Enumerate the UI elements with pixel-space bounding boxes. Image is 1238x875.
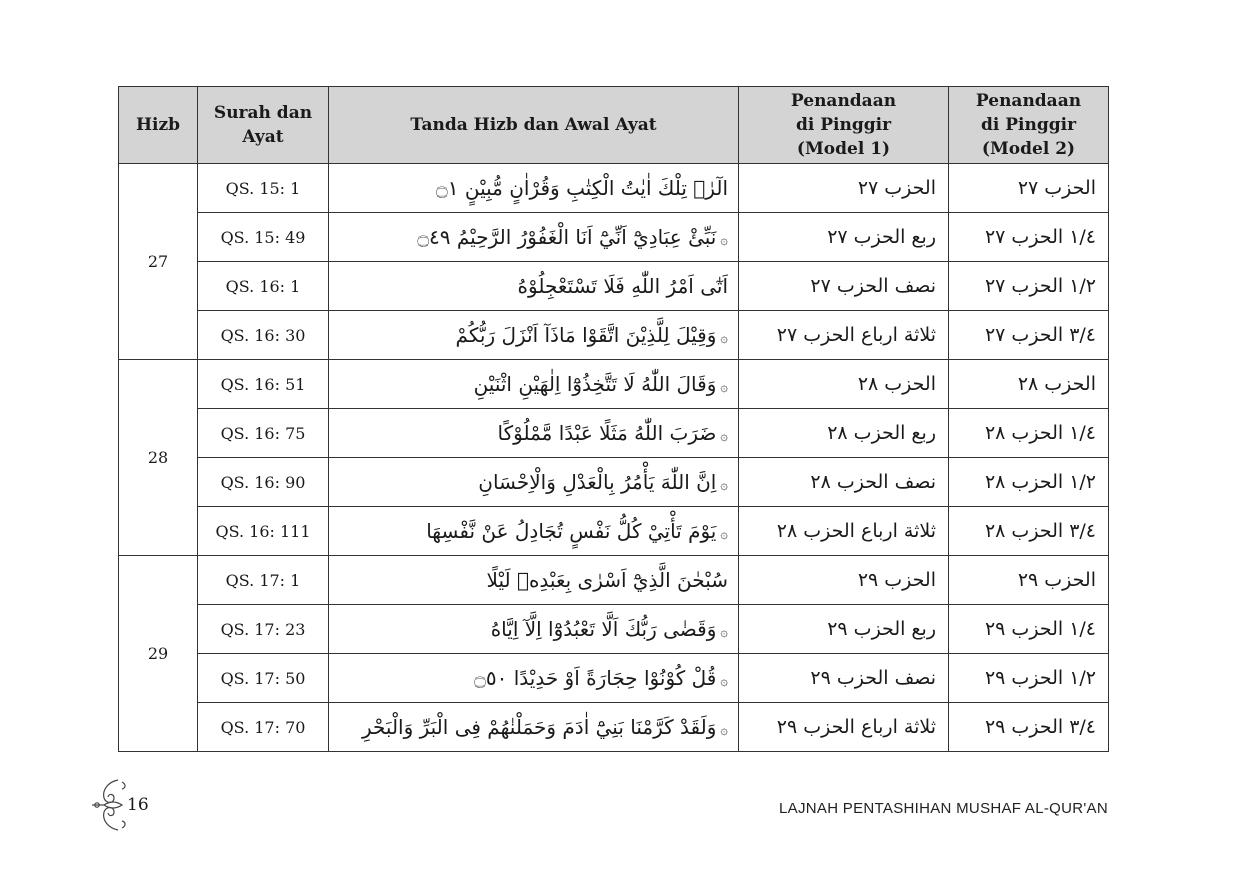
hizb-number: 27 (119, 164, 198, 360)
marker-model1: نصف الحزب ٢٩ (739, 654, 949, 703)
table-header (119, 87, 1109, 164)
header-model1-line: Penandaan (790, 91, 897, 111)
ayat-text: ضَرَبَ اللّٰهُ مَثَلًا عَبْدًا مَّمْلُوْكًا (497, 421, 717, 445)
hizb-table (118, 86, 1109, 752)
ayat-text: قُلْ كُوْنُوْا حِجَارَةً اَوْ حَدِيْدًا ۝٥٠ (474, 666, 717, 690)
header-tanda: Tanda Hizb dan Awal Ayat (329, 87, 739, 164)
marker-model2: ١/٢ الحزب ٢٩ (949, 654, 1109, 703)
surah-ayat-ref: QS. 16: 75 (198, 409, 329, 458)
surah-ayat-ref: QS. 16: 51 (198, 360, 329, 409)
ayat-text-cell (329, 262, 739, 311)
marker-model2: ١/٤ الحزب ٢٩ (949, 605, 1109, 654)
table-row (119, 360, 1109, 409)
header-model2-line: (Model 2) (981, 139, 1076, 159)
ayat-text: سُبْحٰنَ الَّذِيْٓ اَسْرٰى بِعَبْدِهٖ لَيْلًا (486, 568, 728, 592)
rub-el-hizb-icon: ۞ (720, 331, 728, 346)
ayat-text: نَبِّئْ عِبَادِيْٓ اَنِّيْٓ اَنَا الْغَفُوْرُ الرَّحِيْمُ ۝٤٩ (417, 225, 717, 249)
hizb-number: 28 (119, 360, 198, 556)
marker-model2: ١/٢ الحزب ٢٨ (949, 458, 1109, 507)
ayat-text-cell (329, 458, 739, 507)
table-row (119, 458, 1109, 507)
marker-model1: نصف الحزب ٢٧ (739, 262, 949, 311)
table-row (119, 654, 1109, 703)
ayat-text-cell (329, 654, 739, 703)
marker-model2: ٣/٤ الحزب ٢٨ (949, 507, 1109, 556)
ayat-text: وَقَالَ اللّٰهُ لَا تَتَّخِذُوْٓا اِلٰهَيْنِ اثْنَيْنِ (473, 372, 717, 396)
marker-model1: ربع الحزب ٢٨ (739, 409, 949, 458)
marker-model1: ربع الحزب ٢٩ (739, 605, 949, 654)
marker-model1: نصف الحزب ٢٨ (739, 458, 949, 507)
marker-model2: ٣/٤ الحزب ٢٧ (949, 311, 1109, 360)
table-row (119, 164, 1109, 213)
header-surah-line: Surah dan (213, 103, 313, 123)
header-model1 (739, 87, 949, 164)
header-surah (198, 87, 329, 164)
header-model2 (949, 87, 1109, 164)
ayat-text-cell (329, 605, 739, 654)
ayat-text: وَقَضٰى رَبُّكَ اَلَّا تَعْبُدُوْٓا اِلَّآ اِيَّاهُ (490, 617, 717, 641)
surah-ayat-ref: QS. 17: 50 (198, 654, 329, 703)
marker-model1: الحزب ٢٨ (739, 360, 949, 409)
header-hizb: Hizb (119, 87, 198, 164)
table-row (119, 507, 1109, 556)
ayat-text-cell (329, 507, 739, 556)
surah-ayat-ref: QS. 17: 1 (198, 556, 329, 605)
header-model1-line: (Model 1) (796, 139, 891, 159)
surah-ayat-ref: QS. 15: 49 (198, 213, 329, 262)
surah-ayat-ref: QS. 17: 70 (198, 703, 329, 752)
marker-model2: الحزب ٢٨ (949, 360, 1109, 409)
ayat-text-cell (329, 703, 739, 752)
header-surah-line: Ayat (242, 127, 284, 147)
table-row (119, 556, 1109, 605)
ayat-text-cell (329, 409, 739, 458)
header-model1-line: di Pinggir (795, 115, 892, 135)
rub-el-hizb-icon: ۞ (720, 527, 728, 542)
rub-el-hizb-icon: ۞ (720, 723, 728, 738)
surah-ayat-ref: QS. 16: 30 (198, 311, 329, 360)
ayat-text-cell (329, 213, 739, 262)
page-number: 16 (127, 795, 149, 815)
rub-el-hizb-icon: ۞ (720, 625, 728, 640)
marker-model1: ربع الحزب ٢٧ (739, 213, 949, 262)
marker-model1: ثلاثة ارباع الحزب ٢٨ (739, 507, 949, 556)
page-ornament-icon (88, 776, 132, 834)
surah-ayat-ref: QS. 17: 23 (198, 605, 329, 654)
rub-el-hizb-icon: ۞ (720, 674, 728, 689)
surah-ayat-ref: QS. 15: 1 (198, 164, 329, 213)
ayat-text-cell (329, 360, 739, 409)
rub-el-hizb-icon: ۞ (720, 478, 728, 493)
hizb-number: 29 (119, 556, 198, 752)
table-row (119, 703, 1109, 752)
ayat-text-cell (329, 556, 739, 605)
table-body (119, 164, 1109, 752)
marker-model2: ١/٤ الحزب ٢٧ (949, 213, 1109, 262)
rub-el-hizb-icon: ۞ (720, 429, 728, 444)
table-row (119, 409, 1109, 458)
ayat-text: يَوْمَ تَأْتِيْ كُلُّ نَفْسٍ تُجَادِلُ عَنْ نَّفْسِهَا (426, 519, 717, 543)
marker-model1: الحزب ٢٩ (739, 556, 949, 605)
ayat-text: اَتٰٓى اَمْرُ اللّٰهِ فَلَا تَسْتَعْجِلُوْهُ (517, 274, 728, 298)
marker-model1: ثلاثة ارباع الحزب ٢٧ (739, 311, 949, 360)
surah-ayat-ref: QS. 16: 1 (198, 262, 329, 311)
table-row (119, 213, 1109, 262)
marker-model2: ٣/٤ الحزب ٢٩ (949, 703, 1109, 752)
table-row (119, 311, 1109, 360)
marker-model1: الحزب ٢٧ (739, 164, 949, 213)
table-row (119, 262, 1109, 311)
rub-el-hizb-icon: ۞ (720, 233, 728, 248)
marker-model2: ١/٤ الحزب ٢٨ (949, 409, 1109, 458)
surah-ayat-ref: QS. 16: 90 (198, 458, 329, 507)
ayat-text: الٓرٰۗ تِلْكَ اٰيٰتُ الْكِتٰبِ وَقُرْاٰنٍ مُّبِيْنٍ ۝١ (436, 176, 728, 200)
surah-ayat-ref: QS. 16: 111 (198, 507, 329, 556)
footer-title: LAJNAH PENTASHIHAN MUSHAF AL-QUR'AN (779, 800, 1108, 817)
rub-el-hizb-icon: ۞ (720, 380, 728, 395)
marker-model2: ١/٢ الحزب ٢٧ (949, 262, 1109, 311)
ayat-text: وَلَقَدْ كَرَّمْنَا بَنِيْٓ اٰدَمَ وَحَمَلْنٰهُمْ فِى الْبَرِّ وَالْبَحْرِ (361, 715, 717, 739)
ayat-text: وَقِيْلَ لِلَّذِيْنَ اتَّقَوْا مَاذَآ اَنْزَلَ رَبُّكُمْ (455, 323, 717, 347)
marker-model2: الحزب ٢٩ (949, 556, 1109, 605)
table-row (119, 605, 1109, 654)
ayat-text-cell (329, 164, 739, 213)
ayat-text: اِنَّ اللّٰهَ يَأْمُرُ بِالْعَدْلِ وَالْاِحْسَانِ (478, 470, 717, 494)
marker-model1: ثلاثة ارباع الحزب ٢٩ (739, 703, 949, 752)
marker-model2: الحزب ٢٧ (949, 164, 1109, 213)
ayat-text-cell (329, 311, 739, 360)
header-model2-line: di Pinggir (980, 115, 1077, 135)
header-model2-line: Penandaan (975, 91, 1082, 111)
